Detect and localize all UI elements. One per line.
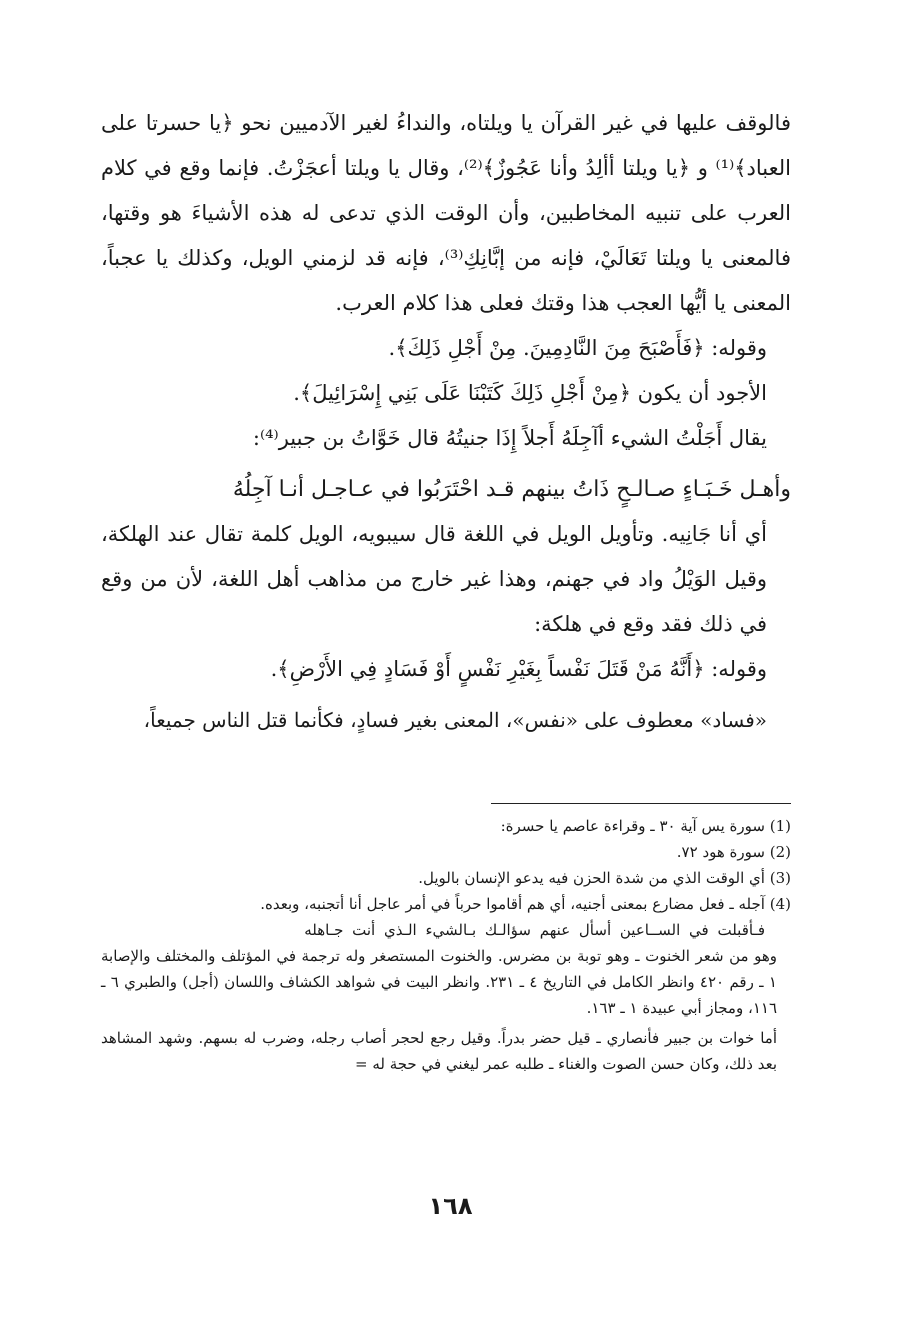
footnote-commentary: وهو من شعر الخنوت ـ وهو توبة بن مضرس. والخنوت المستصغر وله ترجمة في المؤتلف والمختلف والإصابة ١ ـ رقم ٤٢٠ وانظر الكامل في التاريخ ٤ ـ ٢٣١. وانظر البيت في شواهد الكشاف واللسان (أجل) والطبري ٦ ـ ١١٦، ومجاز أبي عبيدة ١ ـ ١٦٣.	[101, 947, 777, 1017]
poetry-verse: وأهـل خَـبَـاءٍ صـالـحٍ ذَاتُ بينهم قـد احْتَرَبُوا في عـاجـل أنـا آجِلُهُ	[232, 477, 791, 502]
footnote-poem-line: فـأقبلت في الســاعين أسأل عنهم سؤالـك بـالشيء الـذي أنت جـاهله	[304, 921, 765, 939]
paragraph-fasad-explanation: «فساد» معطوف على «نفس»، المعنى بغير فسادٍ، فكأنما قتل الناس جميعاً،	[143, 708, 767, 732]
footnote-3: (3) أي الوقت الذي من شدة الحزن فيه يدعو الإنسان بالويل.	[418, 869, 791, 887]
paragraph-preferred-reading: الأجود أن يكون ﴿مِنْ أَجْلِ ذَلِكَ كَتَبْنَا عَلَى بَنِي إِسْرَائِيلَ﴾.	[293, 381, 767, 405]
main-text	[101, 101, 791, 743]
footnote-2: (2) سورة هود ٧٢.	[676, 843, 791, 861]
footnote-biography: أما خوات بن جبير فأنصاري ـ قيل حضر بدراً. وقيل رجع لحجر أصاب رجله، وضرب له بسهم. وشهد المشاهد بعد ذلك، وكان حسن الصوت والغناء ـ طلبه عمر ليغني في حجة له =	[101, 1029, 777, 1073]
paragraph-wayl-meaning: أي أنا جَانِيه. وتأويل الويل في اللغة قال سيبويه، الويل كلمة تقال عند الهلكة، وقيل الوَيْلُ واد في جهنم، وهذا غير خارج من مذاهب أهل اللغة، لأن من وقع في ذلك فقد وقع في هلكة:	[101, 522, 767, 636]
footnote-1: (1) سورة يس آية ٣٠ ـ وقراءة عاصم يا حسرة:	[500, 817, 791, 835]
quran-quote-adjective: وقوله: ﴿فَأَصْبَحَ مِنَ النَّادِمِينَ. مِنْ أَجْلِ ذَلِكَ﴾.	[388, 336, 767, 360]
page-number: ١٦٨	[428, 1192, 473, 1220]
footnotes	[101, 813, 791, 1077]
footnote-4: (4) آجله ـ فعل مضارع بمعنى أجنيه، أي هم أقاموا حرباً في أمر عاجل أنا أتجنبه، وبعده.	[260, 895, 791, 913]
footnote-separator	[491, 803, 791, 804]
paragraph-vocative: فالوقف عليها في غير القرآن يا ويلتاه، والنداءُ لغير الآدميين نحو ﴿يا حسرتا على العباد﴾⁽¹⁾ و ﴿يا ويلتا أألِدُ وأنا عَجُوزٌ﴾⁽²⁾، وقال يا ويلتا أعجَزْتُ. فإنما وقع في كلام العرب على تنبيه المخاطبين، وأن الوقت الذي تدعى له هذه الأشياءَ هو وقتها، فالمعنى يا ويلتا تَعَالَيْ، فإنه من إبَّانِكِ⁽³⁾، فإنه قد لزمني الويل، وكذلك يا عجباً، المعنى يا أيُّها العجب هذا وقتك فعلى هذا كلام العرب.	[101, 111, 791, 315]
paragraph-ajal-definition: يقال أَجَلْتُ الشيء أآجِلَهُ أَجلاً إِذَا جنيتُهُ قال خَوَّاتُ بن جبير⁽⁴⁾:	[252, 426, 767, 450]
quran-quote-killing: وقوله: ﴿أَنَّهُ مَنْ قَتَلَ نَفْساً بِغَيْرِ نَفْسٍ أَوْ فَسَادٍ فِي الأَرْضِ﴾.	[270, 657, 767, 681]
